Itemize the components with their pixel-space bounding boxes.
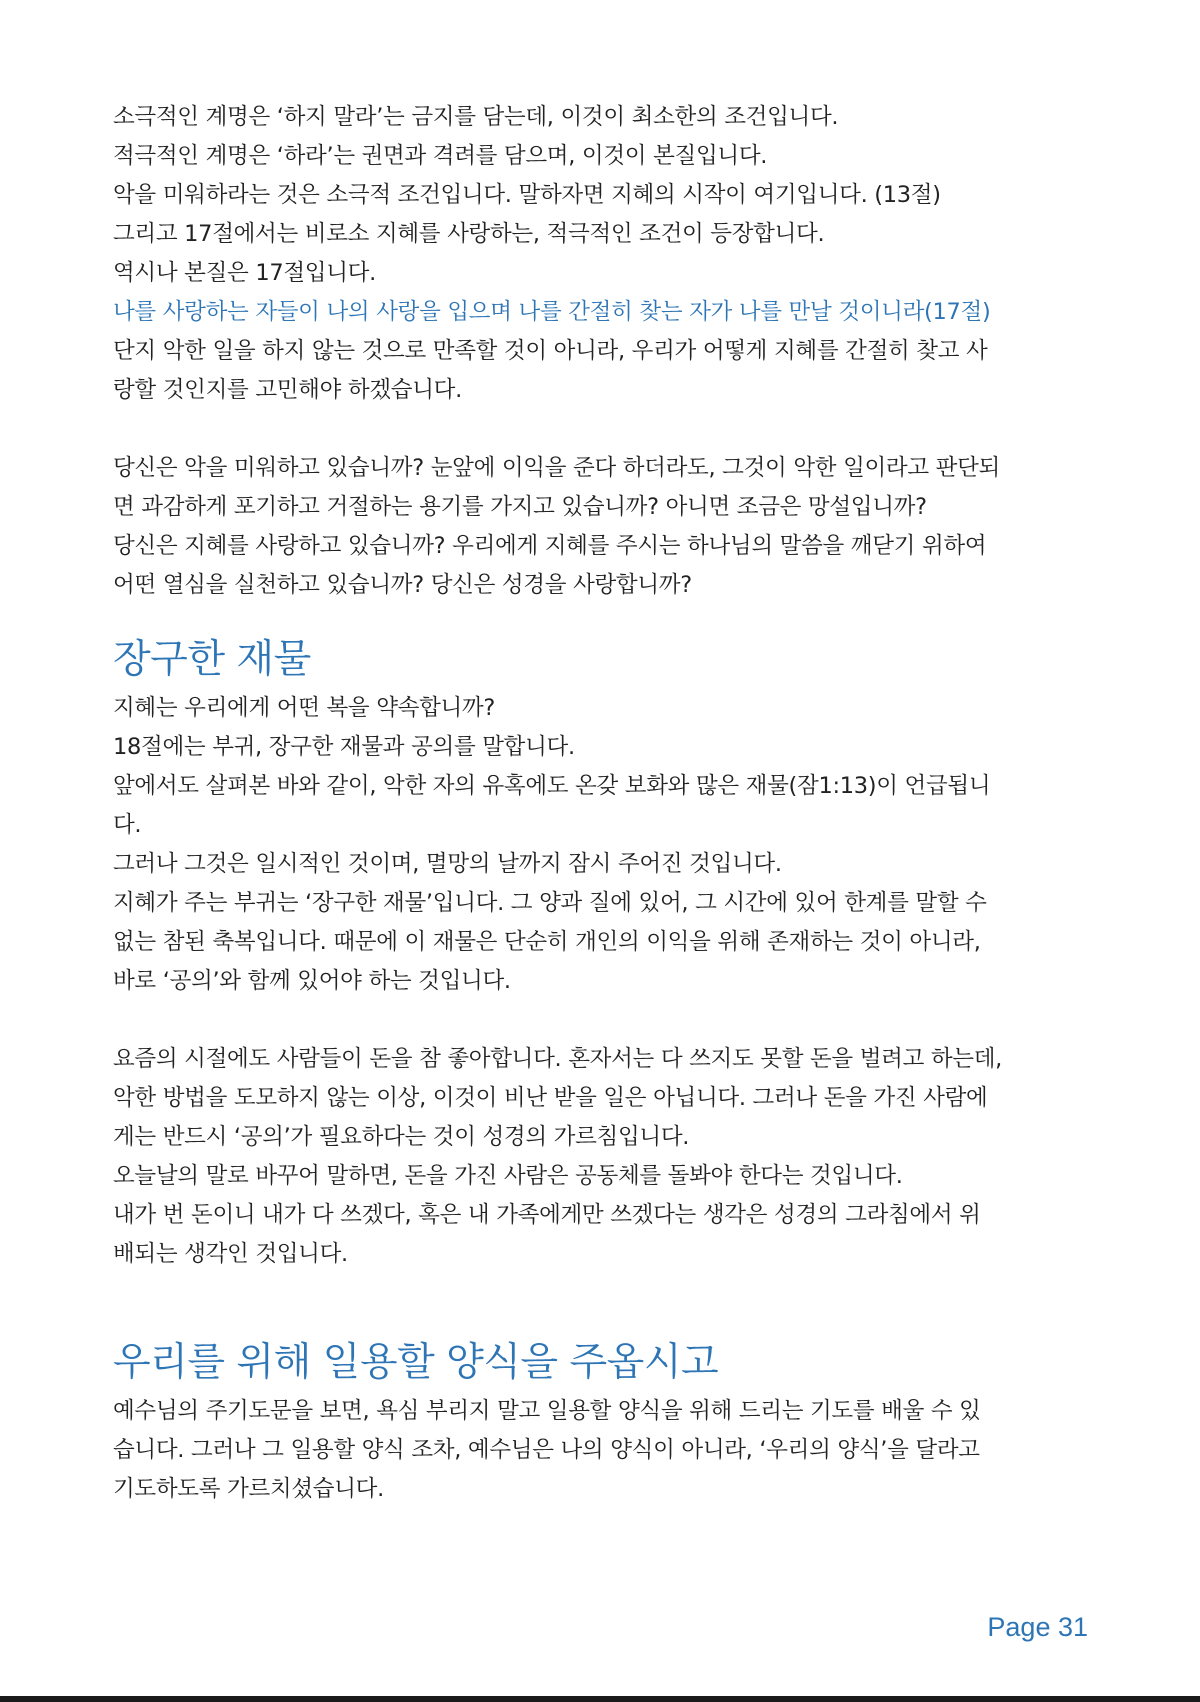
text-line: 게는 반드시 ‘공의’가 필요하다는 것이 성경의 가르침입니다. [113,1124,690,1150]
page-content [113,98,1098,1509]
text-line: 악을 미워하라는 것은 소극적 조건입니다. 말하자면 지혜의 시작이 여기입니다. (13절) [113,182,941,208]
page-number: Page 31 [987,1612,1088,1642]
text-line: 다. [113,812,142,838]
paragraph-gap [113,1001,1098,1040]
questions-paragraph [113,449,1098,605]
section-heading-bread: 우리를 위해 일용할 양식을 주옵시고 [113,1340,719,1385]
text-line: 기도하도록 가르치셨습니다. [113,1476,384,1502]
text-line: 앞에서도 살펴본 바와 같이, 악한 자의 유혹에도 온갖 보화와 많은 재물(잠1:13)이 언급됩니 [113,773,991,799]
text-line: 내가 번 돈이니 내가 다 쓰겠다, 혹은 내 가족에게만 쓰겠다는 생각은 성경의 그라침에서 위 [113,1202,981,1228]
section-heading-wealth: 장구한 재물 [113,637,311,682]
intro-paragraph [113,98,1098,410]
text-line: 지혜가 주는 부귀는 ‘장구한 재물’입니다. 그 양과 질에 있어, 그 시간에 있어 한계를 말할 수 [113,890,987,916]
text-line: 소극적인 계명은 ‘하지 말라’는 금지를 담는데, 이것이 최소한의 조건입니다. [113,104,839,130]
text-line: 당신은 지혜를 사랑하고 있습니까? 우리에게 지혜를 주시는 하나님의 말씀을 깨닫기 위하여 [113,533,987,559]
text-line: 면 과감하게 포기하고 거절하는 용기를 가지고 있습니까? 아니면 조금은 망설입니까? [113,494,927,520]
wealth-paragraph-1 [113,689,1098,1001]
wealth-paragraph-2 [113,1040,1098,1274]
text-line: 바로 ‘공의’와 함께 있어야 하는 것입니다. [113,968,511,994]
text-line: 적극적인 계명은 ‘하라’는 권면과 격려를 담으며, 이것이 본질입니다. [113,143,768,169]
text-line: 오늘날의 말로 바꾸어 말하면, 돈을 가진 사람은 공동체를 돌봐야 한다는 것입니다. [113,1163,903,1189]
bottom-border [0,1696,1200,1702]
text-line: 배되는 생각인 것입니다. [113,1241,348,1267]
text-line: 습니다. 그러나 그 일용할 양식 조차, 예수님은 나의 양식이 아니라, ‘우리의 양식’을 달라고 [113,1437,980,1463]
text-line: 그러나 그것은 일시적인 것이며, 멸망의 날까지 잠시 주어진 것입니다. [113,851,782,877]
text-line: 그리고 17절에서는 비로소 지혜를 사랑하는, 적극적인 조건이 등장합니다. [113,221,825,247]
paragraph-gap [113,410,1098,449]
bread-paragraph [113,1392,1098,1509]
text-line: 18절에는 부귀, 장구한 재물과 공의를 말합니다. [113,734,575,760]
text-line: 없는 참된 축복입니다. 때문에 이 재물은 단순히 개인의 이익을 위해 존재하는 것이 아니라, [113,929,981,955]
scripture-quote: 나를 사랑하는 자들이 나의 사랑을 입으며 나를 간절히 찾는 자가 나를 만날 것이니라(17절) [113,299,991,325]
text-line: 요즘의 시절에도 사람들이 돈을 참 좋아합니다. 혼자서는 다 쓰지도 못할 돈을 벌려고 하는데, [113,1046,1003,1072]
text-line: 악한 방법을 도모하지 않는 이상, 이것이 비난 받을 일은 아닙니다. 그러나 돈을 가진 사람에 [113,1085,988,1111]
text-line: 단지 악한 일을 하지 않는 것으로 만족할 것이 아니라, 우리가 어떻게 지혜를 간절히 찾고 사 [113,338,988,364]
text-line: 예수님의 주기도문을 보면, 욕심 부리지 말고 일용할 양식을 위해 드리는 기도를 배울 수 있 [113,1398,981,1424]
text-line: 역시나 본질은 17절입니다. [113,260,376,286]
text-line: 랑할 것인지를 고민해야 하겠습니다. [113,377,462,403]
text-line: 당신은 악을 미워하고 있습니까? 눈앞에 이익을 준다 하더라도, 그것이 악한 일이라고 판단되 [113,455,1000,481]
text-line: 지혜는 우리에게 어떤 복을 약속합니까? [113,695,496,721]
text-line: 어떤 열심을 실천하고 있습니까? 당신은 성경을 사랑합니까? [113,572,692,598]
